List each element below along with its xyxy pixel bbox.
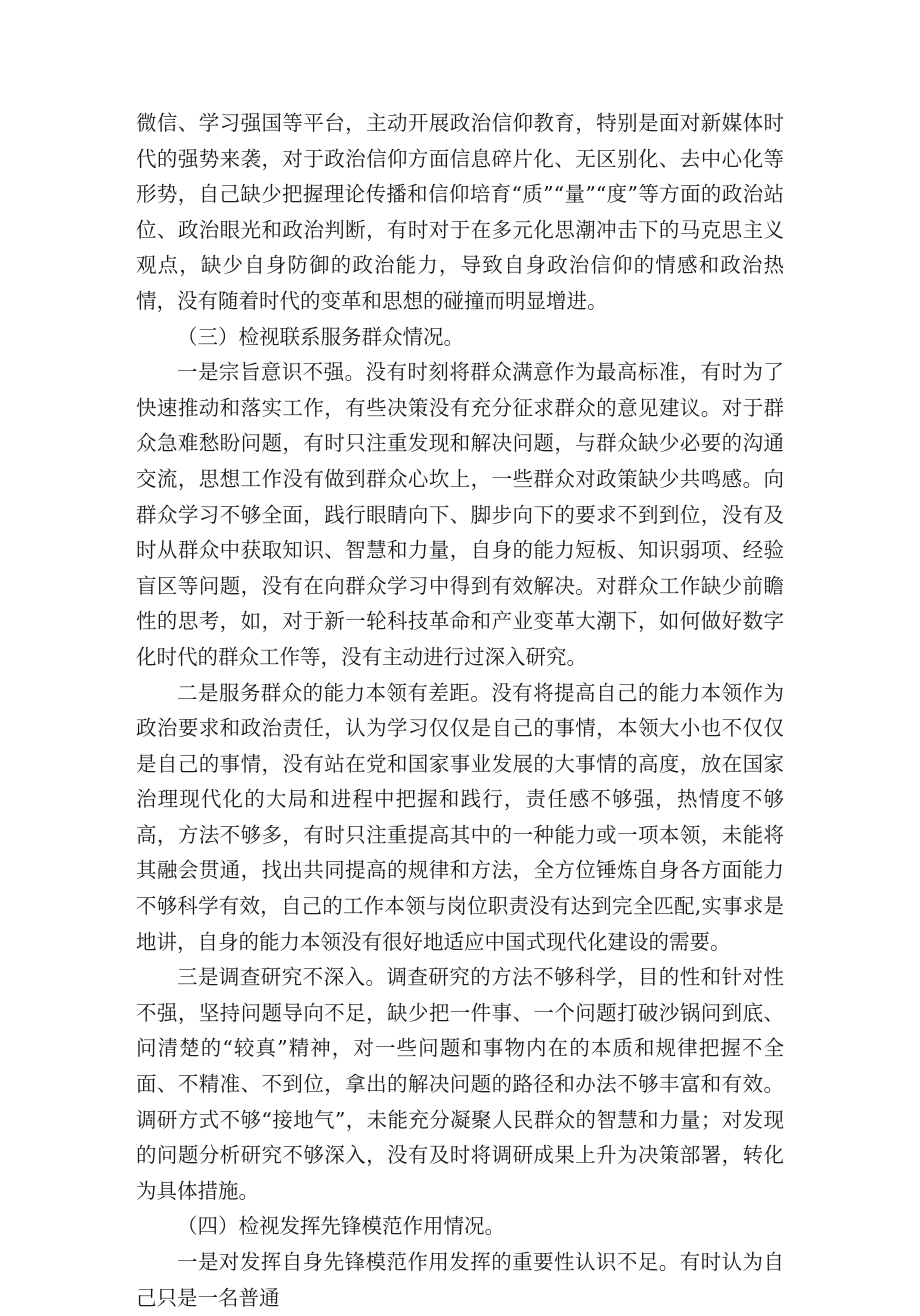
- paragraph-purpose-awareness: 一是宗旨意识不强。没有时刻将群众满意作为最高标准，有时为了快速推动和落实工作，有些决策没有充分征求群众的意见建议。对于群众急难愁盼问题，有时只注重发现和解决问题，与群众缺少必要的沟通交流，思想工作没有做到群众心坎上，一些群众对政策缺少共鸣感。向群众学习不够全面，践行眼睛向下、脚步向下的要求不到到位，没有及时从群众中获取知识、智慧和力量，自身的能力短板、知识弱项、经验盲区等问题，没有在向群众学习中得到有效解决。对群众工作缺少前瞻性的思考，如，对于新一轮科技革命和产业变革大潮下，如何做好数字化时代的群众工作等，没有主动进行过深入研究。: [136, 360, 784, 669]
- section-heading-three: （三）检视联系服务群众情况。: [177, 324, 464, 349]
- document-body: [136, 106, 784, 1316]
- paragraph-service-capability: 二是服务群众的能力本领有差距。没有将提高自己的能力本领作为政治要求和政治责任，认为学习仅仅是自己的事情，本领大小也不仅仅是自己的事情，没有站在党和国家事业发展的大事情的高度，放在国家治理现代化的大局和进程中把握和践行，责任感不够强，热情度不够高，方法不够多，有时只注重提高其中的一种能力或一项本领，未能将其融会贯通，找出共同提高的规律和方法，全方位锤炼自身各方面能力不够科学有效，自己的工作本领与岗位职责没有达到完全匹配,实事求是地讲，自身的能力本领没有很好地适应中国式现代化建设的需要。: [136, 680, 784, 954]
- paragraph-pioneer-role: 一是对发挥自身先锋模范作用发挥的重要性认识不足。有时认为自己只是一名普通: [136, 1250, 784, 1310]
- paragraph-continuation: 微信、学习强国等平台，主动开展政治信仰教育，特别是面对新媒体时代的强势来袭，对于政治信仰方面信息碎片化、无区别化、去中心化等形势，自己缺少把握理论传播和信仰培育“质”“量”“度”等方面的政治站位、政治眼光和政治判断，有时对于在多元化思潮冲击下的马克思主义观点，缺少自身防御的政治能力，导致自身政治信仰的情感和政治热情，没有随着时代的变革和思想的碰撞而明显增进。: [136, 111, 784, 313]
- section-heading-four: （四）检视发挥先锋模范作用情况。: [177, 1214, 505, 1239]
- paragraph-investigation-research: 三是调查研究不深入。调查研究的方法不够科学，目的性和针对性不强，坚持问题导向不足，缺少把一件事、一个问题打破沙锅问到底、问清楚的“较真”精神，对一些问题和事物内在的本质和规律把握不全面、不精准、不到位，拿出的解决问题的路径和办法不够丰富和有效。调研方式不够“接地气”，未能充分凝聚人民群众的智慧和力量；对发现的问题分析研究不够深入，没有及时将调研成果上升为决策部署，转化为具体措施。: [136, 965, 784, 1203]
